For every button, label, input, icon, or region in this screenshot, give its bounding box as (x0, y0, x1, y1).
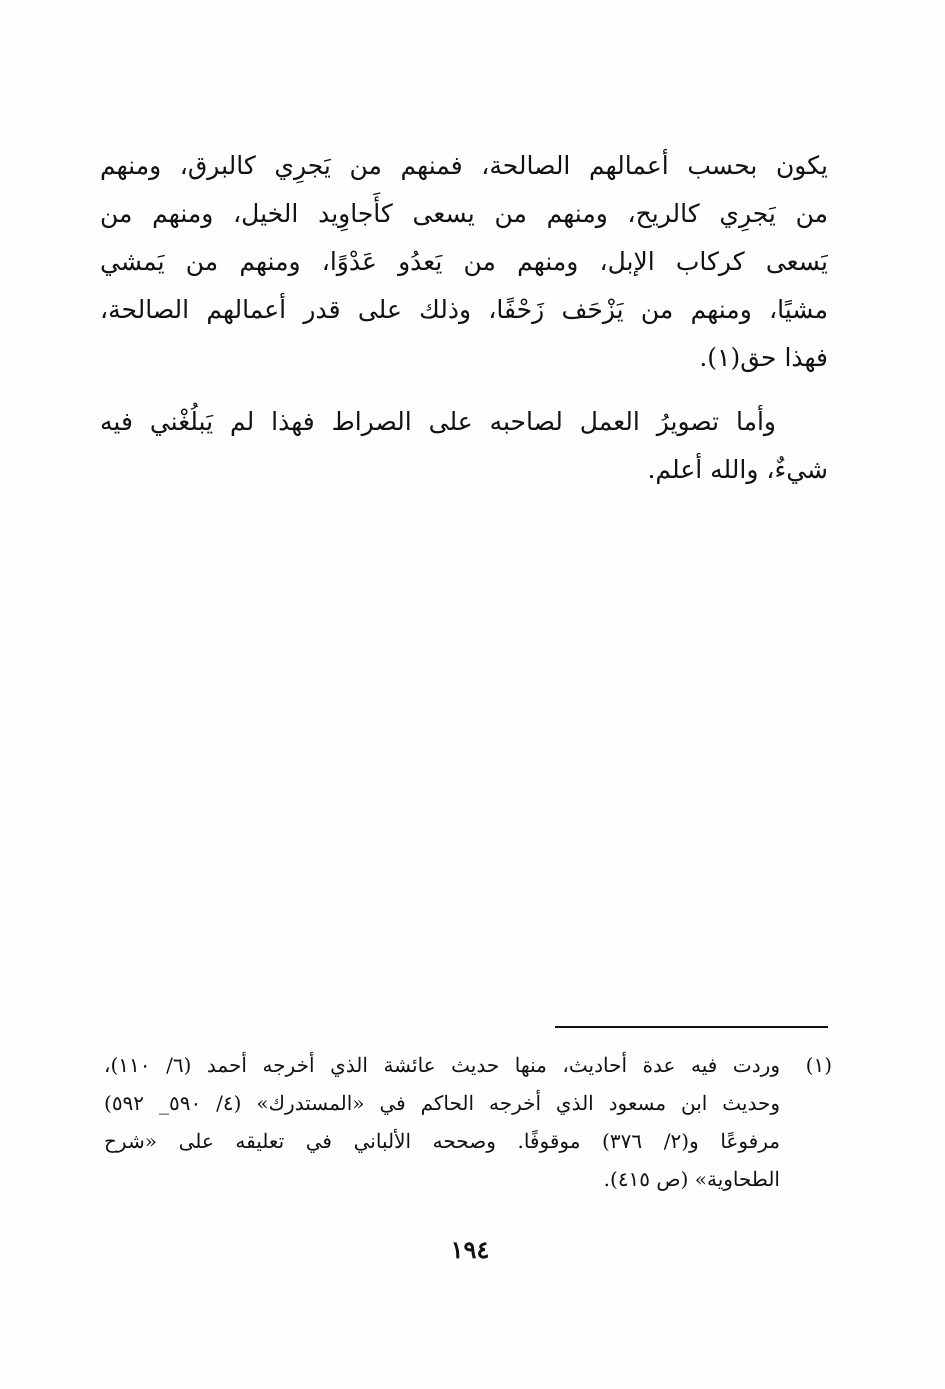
footnote (104, 1046, 832, 1198)
text-line: مشيًا، ومنهم من يَزْحَف زَحْفًا، وذلك على قدر أعمالهم الصالحة، (100, 295, 828, 324)
text-line: يَسعى كركاب الإبل، ومنهم من يَعدُو عَدْوًا، ومنهم من يَمشي (100, 247, 828, 276)
text-line: وأما تصويرُ العمل لصاحبه على الصراط فهذا لم يَبلُغْني فيه (100, 407, 776, 436)
footnote-line: وردت فيه عدة أحاديث، منها حديث عائشة الذي أخرجه أحمد (٦/ ١١٠)، (104, 1053, 780, 1077)
footnote-line: مرفوعًا و(٢/ ٣٧٦) موقوفًا. وصححه الألباني في تعليقه على «شرح (104, 1129, 780, 1153)
footnote-line: وحديث ابن مسعود الذي أخرجه الحاكم في «المستدرك» (٤/ ٥٩٠_ ٥٩٢) (104, 1091, 780, 1115)
footnote-marker: (١) (805, 1053, 832, 1077)
text-line: شيءٌ، والله أعلم. (647, 455, 828, 484)
text-line: فهذا حق(١). (699, 343, 828, 372)
page-number: ١٩٤ (450, 1235, 490, 1264)
text-line: يكون بحسب أعمالهم الصالحة، فمنهم من يَجرِي كالبرق، ومنهم (100, 151, 828, 180)
paragraph-gap (100, 382, 828, 398)
main-text (100, 142, 828, 494)
footnote-text (104, 1046, 780, 1198)
footnote-divider (555, 1026, 828, 1028)
text-line: من يَجرِي كالريح، ومنهم من يسعى كأَجاوِيد الخيل، ومنهم من (100, 199, 828, 228)
footnote-line: الطحاوية» (ص ٤١٥). (603, 1167, 780, 1191)
